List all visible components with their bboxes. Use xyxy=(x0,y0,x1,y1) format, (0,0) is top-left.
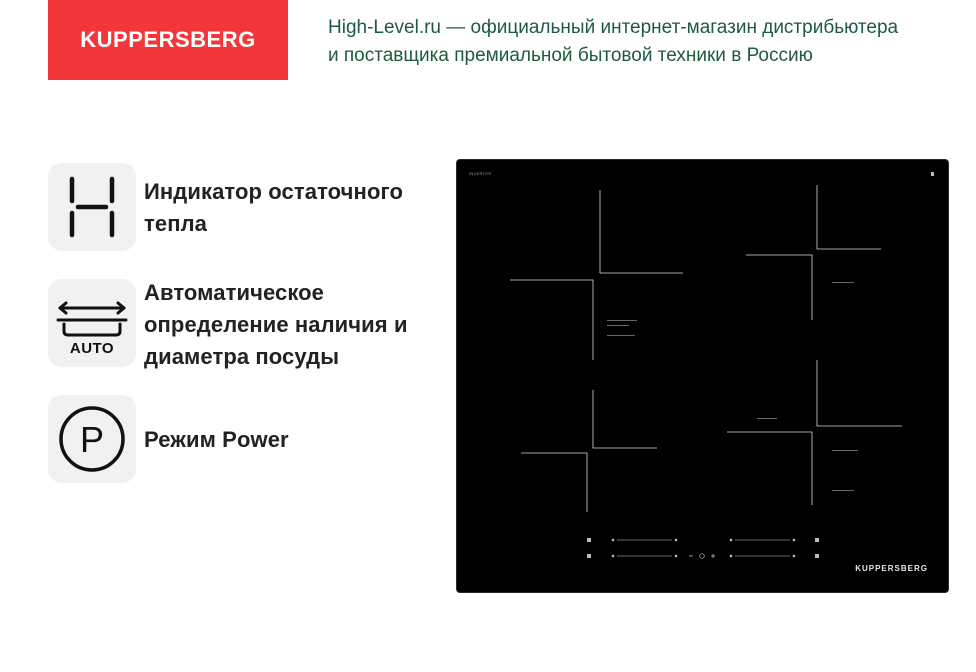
tagline-line-1: High-Level.ru — официальный интернет-магазин дистрибьютера xyxy=(328,17,899,38)
feature-residual-heat xyxy=(48,163,403,251)
brand-logo-text: KUPPERSBERG xyxy=(80,27,256,52)
feature-auto-detection-line-3: диаметра посуды xyxy=(144,344,340,369)
feature-auto-detection-line-1: Автоматическое xyxy=(144,280,325,305)
induction-hob-image xyxy=(457,160,948,592)
residual-heat-h-icon xyxy=(48,163,136,251)
feature-auto-detection xyxy=(48,279,408,373)
hob-zone-markings xyxy=(457,160,948,592)
hob-inverter-label: INVERTER xyxy=(469,171,492,176)
feature-power-mode-text xyxy=(144,424,289,456)
hob-brand-label: KUPPERSBERG xyxy=(855,564,928,573)
feature-residual-heat-line-2: тепла xyxy=(144,211,208,236)
power-p-icon xyxy=(48,395,136,483)
tagline xyxy=(328,14,948,70)
auto-icon-label: AUTO xyxy=(69,340,115,357)
power-icon-label: P xyxy=(79,419,105,460)
tagline-line-2: и поставщика премиальной бытовой техники в Россию xyxy=(328,45,813,66)
feature-power-mode-line-1: Режим Power xyxy=(144,427,289,452)
feature-power-mode xyxy=(48,395,289,483)
feature-auto-detection-text xyxy=(144,277,408,373)
brand-logo[interactable] xyxy=(48,0,288,80)
auto-pot-detection-icon xyxy=(48,279,136,367)
feature-auto-detection-line-2: определение наличия и xyxy=(144,312,408,337)
feature-residual-heat-line-1: Индикатор остаточного xyxy=(144,179,403,204)
feature-residual-heat-text xyxy=(144,176,403,240)
